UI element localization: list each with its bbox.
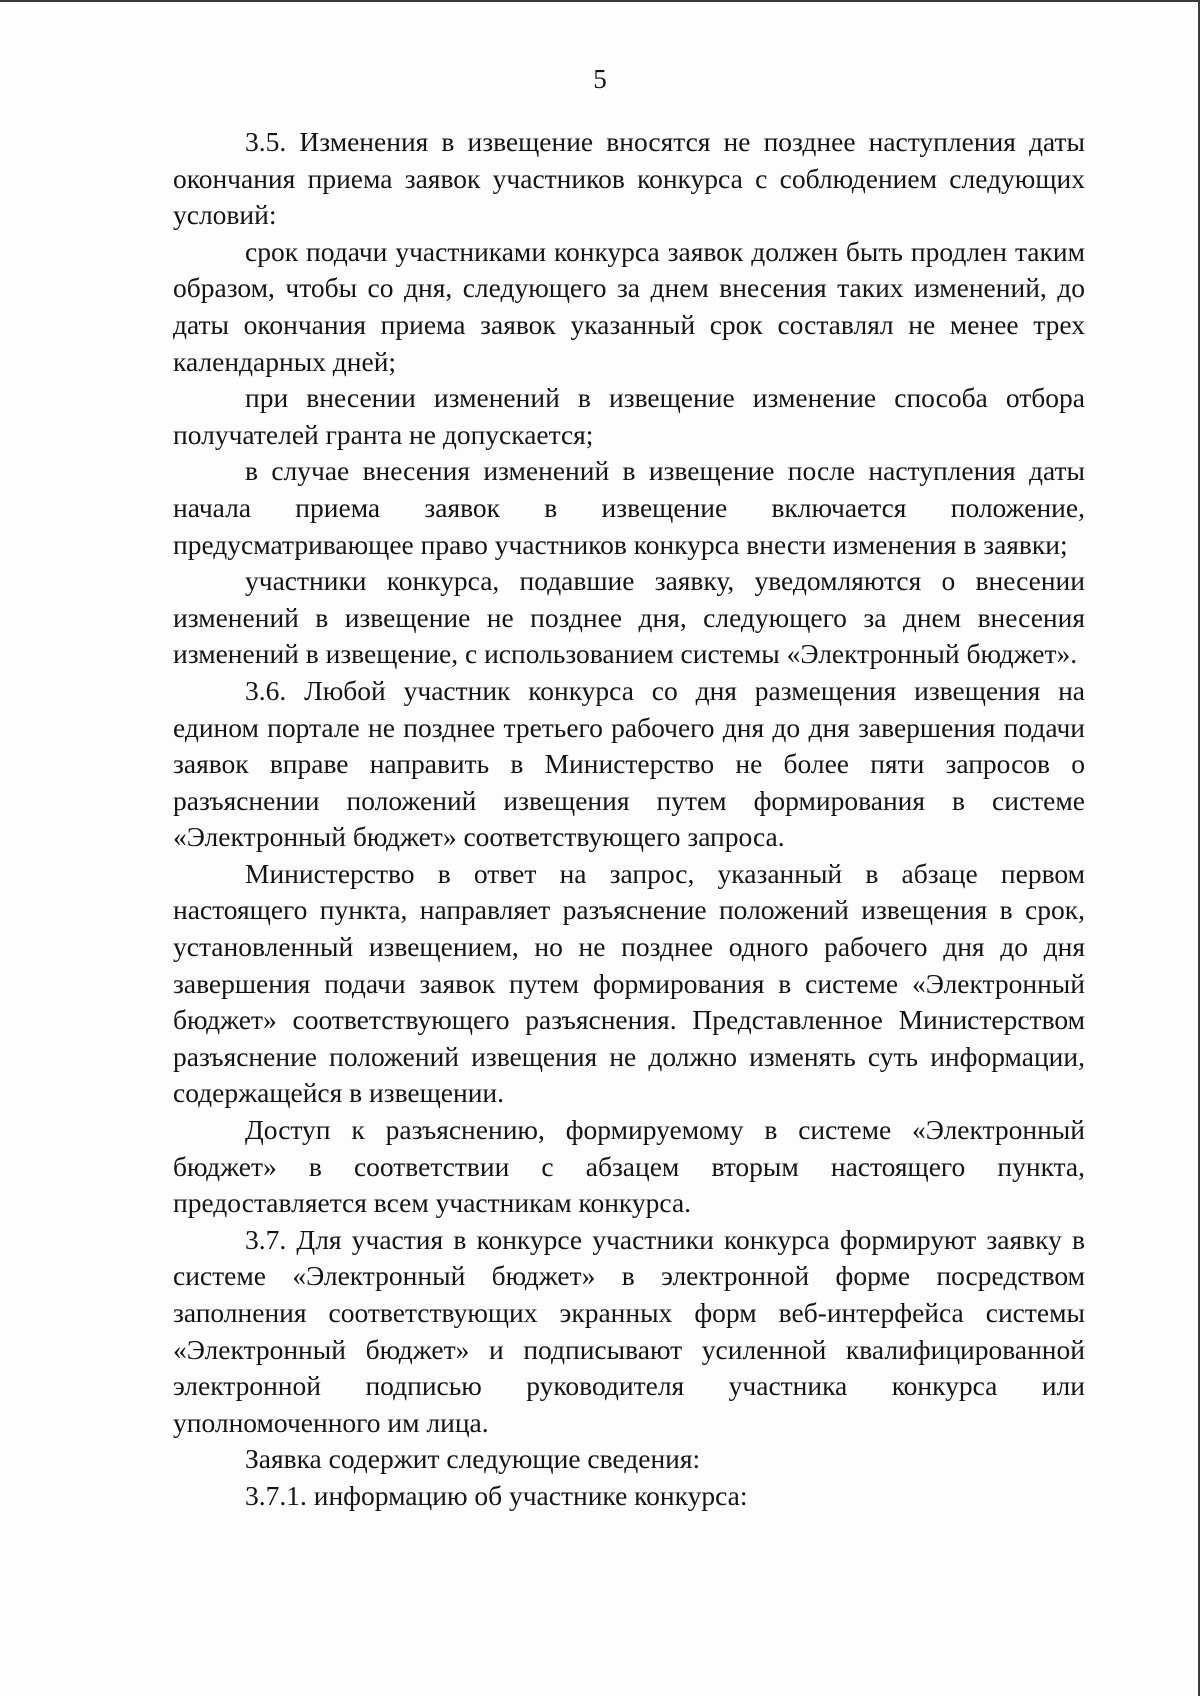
paragraph-3-6: 3.6. Любой участник конкурса со дня размещения извещения на едином портале не позднее третьего рабочего дня до дня завершения подачи заявок вправе направить в Министерство не более пяти запросов о разъяснении положений извещения путем формирования в системе «Электронный бюджет» соответствующего запроса. bbox=[173, 674, 1085, 853]
paragraph-clarification-access: Доступ к разъяснению, формируемому в системе «Электронный бюджет» в соответствии с абзацем вторым настоящего пункта, предоставляется всем участникам конкурса. bbox=[173, 1114, 1085, 1219]
paragraph-selection-method: при внесении изменений в извещение изменение способа отбора получателей гранта не допускается; bbox=[173, 382, 1085, 450]
document-body bbox=[173, 124, 1085, 1515]
paragraph-deadline-extension: срок подачи участниками конкурса заявок должен быть продлен таким образом, чтобы со дня, следующего за днем внесения таких изменений, до даты окончания приема заявок указанный срок составлял не менее трех календарных дней; bbox=[173, 235, 1085, 377]
paragraph-3-5: 3.5. Изменения в извещение вносятся не позднее наступления даты окончания приема заявок участников конкурса с соблюдением следующих условий: bbox=[173, 126, 1085, 231]
paragraph-3-7: 3.7. Для участия в конкурсе участники конкурса формируют заявку в системе «Электронный бюджет» в электронной форме посредством заполнения соответствующих экранных форм веб-интерфейса системы «Электронный бюджет» и подписывают усиленной квалифицированной электронной подписью руководителя участника конкурса или уполномоченного им лица. bbox=[173, 1223, 1085, 1438]
paragraph-application-contents: Заявка содержит следующие сведения: bbox=[245, 1443, 701, 1475]
paragraph-application-changes: в случае внесения изменений в извещение после наступления даты начала приема заявок в извещение включается положение, предусматривающее право участников конкурса внести изменения в заявки; bbox=[173, 455, 1085, 560]
paragraph-participant-notification: участники конкурса, подавшие заявку, уведомляются о внесении изменений в извещение не позднее дня, следующего за днем внесения изменений в извещение, с использованием системы «Электронный бюджет». bbox=[173, 565, 1085, 670]
paragraph-ministry-response: Министерство в ответ на запрос, указанный в абзаце первом настоящего пункта, направляет разъяснение положений извещения в срок, установленный извещением, но не позднее одного рабочего дня до дня завершения подачи заявок путем формирования в системе «Электронный бюджет» соответствующего разъяснения. Представленное Министерством разъяснение положений извещения не должно изменять суть информации, содержащейся в извещении. bbox=[173, 857, 1085, 1109]
paragraph-3-7-1: 3.7.1. информацию об участнике конкурса: bbox=[245, 1479, 748, 1511]
page-number: 5 bbox=[593, 64, 607, 94]
